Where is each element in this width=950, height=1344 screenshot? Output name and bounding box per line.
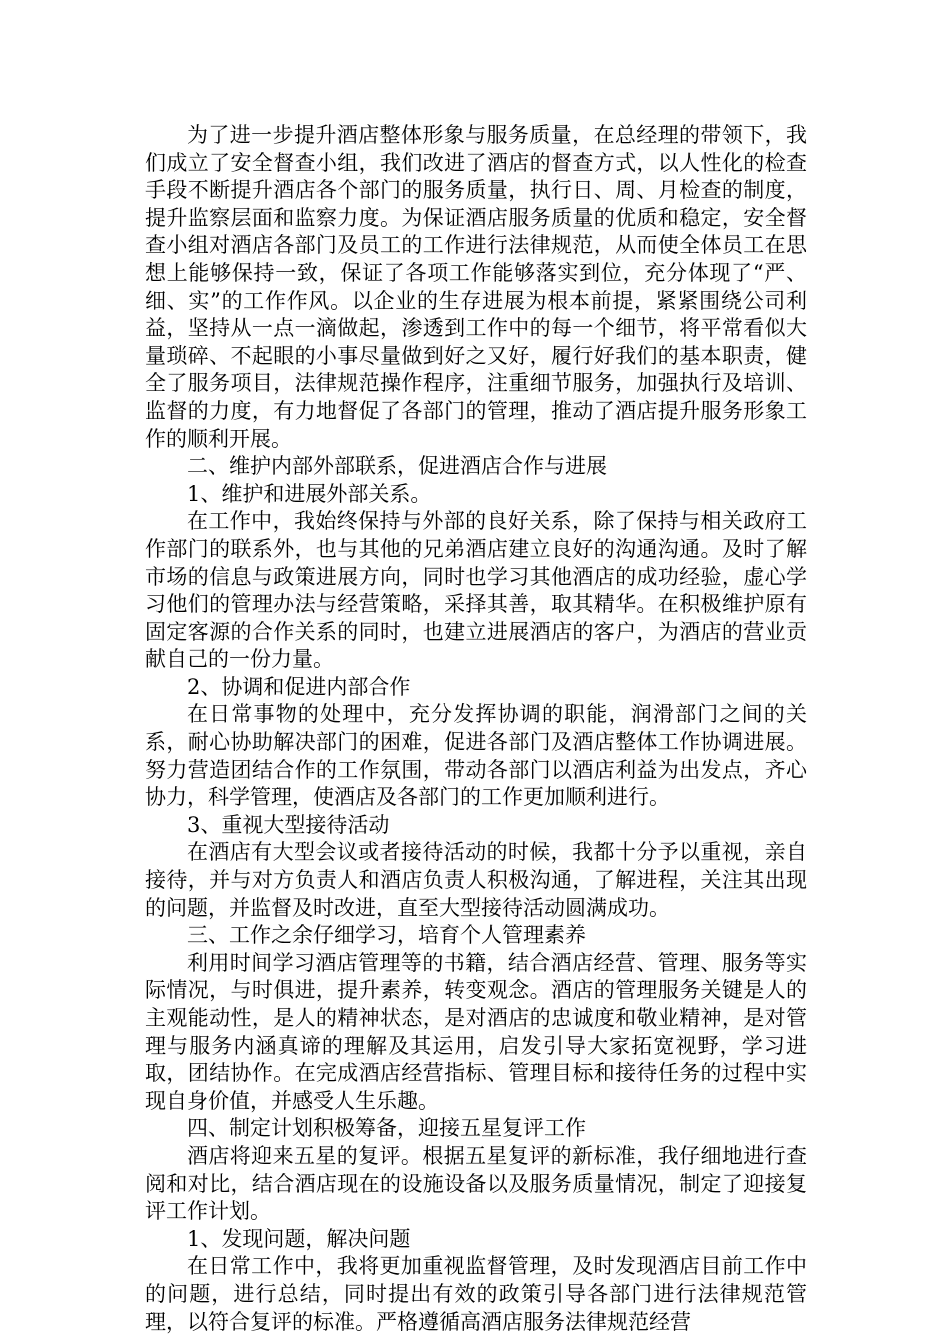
paragraph-find-problems: 在日常工作中，我将更加重视监督管理，及时发现酒店目前工作中的问题，进行总结，同时提出有效的政策引导各部门进行法律规范管理，以符合复评的标准。严格遵循高酒店服务法律规范经营 [145,1254,807,1334]
paragraph-external-relations: 在工作中，我始终保持与外部的良好关系，除了保持与相关政府工作部门的联系外，也与其他的兄弟酒店建立良好的沟通沟通。及时了解市场的信息与政策进展方向，同时也学习其他酒店的成功经验，虚心学习他们的管理办法与经营策略，采择其善，取其精华。在积极维护原有固定客源的合作关系的同时，也建立进展酒店的客户，为酒店的营业贡献自己的一份力量。 [145,509,807,672]
heading-section-four: 四、制定计划积极筹备，迎接五星复评工作 [187,1116,586,1141]
heading-section-three: 三、工作之余仔细学习，培育个人管理素养 [187,923,586,948]
paragraph-self-study: 利用时间学习酒店管理等的书籍，结合酒店经营、管理、服务等实际情况，与时俱进，提升素养，转变观念。酒店的管理服务关键是人的主观能动性，是人的精神状态，是对酒店的忠诚度和敬业精神，是对管理与服务内涵真谛的理解及其运用，启发引导大家拓宽视野，学习进取，团结协作。在完成酒店经营指标、管理目标和接待任务的过程中实现自身价值，并感受人生乐趣。 [145,950,807,1113]
paragraph-five-star-review: 酒店将迎来五星的复评。根据五星复评的新标准，我仔细地进行查阅和对比，结合酒店现在的设施设备以及服务质量情况，制定了迎接复评工作计划。 [145,1143,807,1224]
document-body [145,122,807,1336]
heading-section-two: 二、维护内部外部联系，促进酒店合作与进展 [187,454,607,479]
paragraph-internal-cooperation: 在日常事物的处理中，充分发挥协调的职能，润滑部门之间的关系，耐心协助解决部门的困难，促进各部门及酒店整体工作协调进展。努力营造团结合作的工作氛围，带动各部门以酒店利益为出发点，齐心协力，科学管理，使酒店及各部门的工作更加顺利进行。 [145,702,807,810]
subheading-find-problems: 1、发现问题，解决问题 [187,1226,411,1251]
subheading-internal-cooperation: 2、协调和促进内部合作 [187,674,411,699]
paragraph-reception-events: 在酒店有大型会议或者接待活动的时候，我都十分予以重视，亲自接待，并与对方负责人和酒店负责人积极沟通，了解进程，关注其出现的问题，并监督及时改进，直至大型接待活动圆满成功。 [145,840,807,920]
paragraph-supervision: 为了进一步提升酒店整体形象与服务质量，在总经理的带领下，我们成立了安全督查小组，我们改进了酒店的督查方式，以人性化的检查手段不断提升酒店各个部门的服务质量，执行日、周、月检查的制度，提升监察层面和监察力度。为保证酒店服务质量的优质和稳定，安全督查小组对酒店各部门及员工的工作进行法律规范，从而使全体员工在思想上能够保持一致，保证了各项工作能够落实到位，充分体现了“严、细、实”的工作作风。以企业的生存进展为根本前提，紧紧围绕公司利益，坚持从一点一滴做起，渗透到工作中的每一个细节，将平常看似大量琐碎、不起眼的小事尽量做到好之又好，履行好我们的基本职责，健全了服务项目，法律规范操作程序，注重细节服务，加强执行及培训、监督的力度，有力地督促了各部门的管理，推动了酒店提升服务形象工作的顺利开展。 [145,123,807,451]
subheading-external-relations: 1、维护和进展外部关系。 [187,481,432,506]
subheading-reception-events: 3、重视大型接待活动 [187,812,390,837]
